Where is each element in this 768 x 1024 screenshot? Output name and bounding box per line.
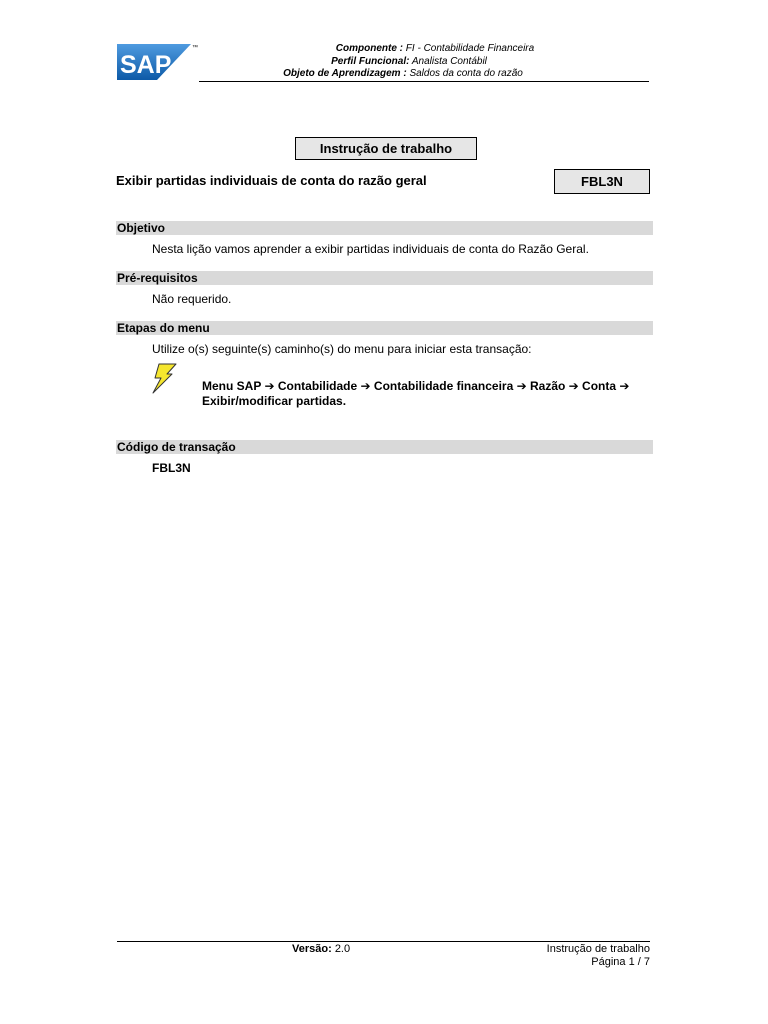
menu-path-line-2: Exibir/modificar partidas. bbox=[202, 394, 347, 408]
trademark-symbol: ™ bbox=[192, 45, 198, 51]
menu-path-line-1: Menu SAP ➔ Contabilidade ➔ Contabilidade financeira ➔ Razão ➔ Conta ➔ bbox=[202, 379, 630, 393]
footer-doc-type: Instrução de trabalho bbox=[546, 943, 650, 955]
section-etapas-header: Etapas do menu bbox=[116, 321, 653, 335]
page-title: Exibir partidas individuais de conta do razão geral bbox=[116, 173, 427, 188]
objeto-value: Saldos da conta do razão bbox=[409, 68, 523, 79]
objeto-label: Objeto de Aprendizagem : bbox=[283, 68, 407, 79]
header-objeto bbox=[268, 68, 538, 79]
componente-label: Componente : bbox=[335, 43, 404, 54]
prerequisitos-text: Não requerido. bbox=[152, 292, 232, 306]
componente-value: FI - Contabilidade Financeira bbox=[405, 43, 535, 54]
section-codigo-header: Código de transação bbox=[116, 440, 653, 454]
transaction-code-box: FBL3N bbox=[554, 169, 650, 194]
objetivo-text: Nesta lição vamos aprender a exibir partidas individuais de conta do Razão Geral. bbox=[152, 242, 589, 256]
section-prerequisitos-header: Pré-requisitos bbox=[116, 271, 653, 285]
transaction-code-value: FBL3N bbox=[152, 461, 191, 475]
sap-logo bbox=[117, 42, 199, 82]
menu-path bbox=[202, 379, 647, 409]
perfil-value: Analista Contábil bbox=[411, 56, 487, 67]
perfil-label: Perfil Funcional: bbox=[331, 56, 410, 67]
version-value: 2.0 bbox=[334, 943, 351, 955]
version-label: Versão: bbox=[292, 943, 332, 955]
header-divider bbox=[199, 81, 649, 82]
etapas-text: Utilize o(s) seguinte(s) caminho(s) do menu para iniciar esta transação: bbox=[152, 342, 532, 356]
header-componente bbox=[300, 43, 570, 54]
sap-logo-text: SAP bbox=[120, 51, 172, 79]
section-objetivo-header: Objetivo bbox=[116, 221, 653, 235]
document-type-box: Instrução de trabalho bbox=[295, 137, 477, 160]
footer-divider bbox=[117, 941, 650, 942]
footer-version bbox=[292, 943, 350, 955]
footer-page-number: Página 1 / 7 bbox=[591, 956, 650, 968]
header-perfil bbox=[274, 56, 544, 67]
lightning-bolt-icon bbox=[150, 363, 178, 394]
